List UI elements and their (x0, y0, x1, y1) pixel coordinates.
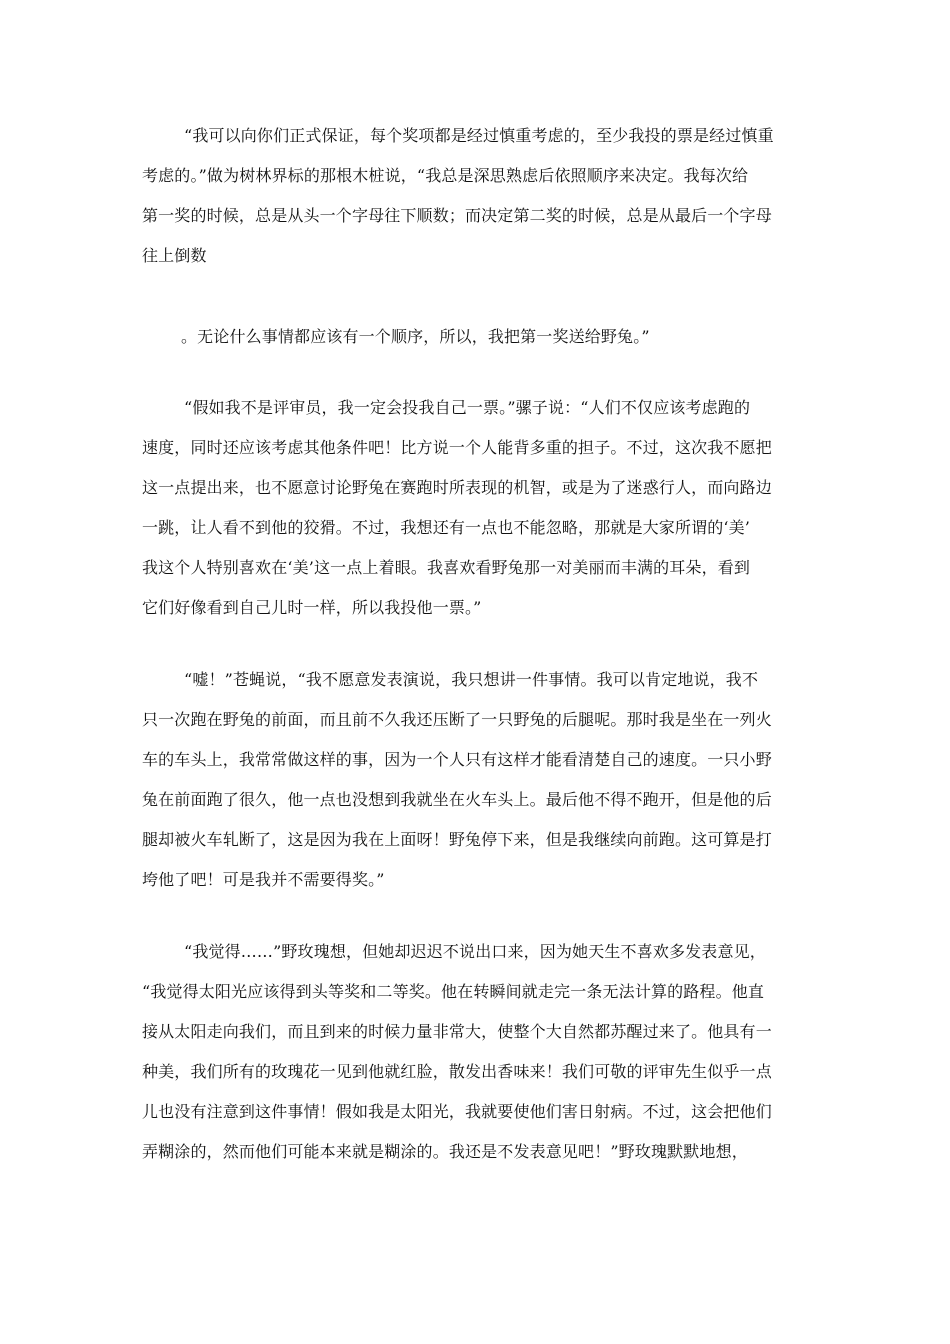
paragraph-4-line-1: “嘘！”苍蝇说，“我不愿意发表演说，我只想讲一件事情。我可以肯定地说，我不 (184, 670, 759, 689)
paragraph-3-line-3: 这一点提出来，也不愿意讨论野兔在赛跑时所表现的机智，或是为了迷惑行人，而向路边 (142, 478, 772, 497)
paragraph-3-line-6: 它们好像看到自己儿时一样，所以我投他一票。” (142, 598, 482, 617)
paragraph-5-line-1: “我觉得……”野玫瑰想，但她却迟迟不说出口来，因为她天生不喜欢多发表意见， (184, 942, 766, 961)
paragraph-4-line-6: 垮他了吧！可是我并不需要得奖。” (142, 870, 385, 889)
paragraph-5-line-2: “我觉得太阳光应该得到头等奖和二等奖。他在转瞬间就走完一条无法计算的路程。他直 (142, 982, 765, 1001)
paragraph-5-line-5: 儿也没有注意到这件事情！假如我是太阳光，我就要使他们害日射病。不过，这会把他们 (142, 1102, 772, 1121)
paragraph-1-line-1: “我可以向你们正式保证，每个奖项都是经过慎重考虑的，至少我投的票是经过慎重 (184, 126, 774, 145)
paragraph-4-line-4: 兔在前面跑了很久，他一点也没想到我就坐在火车头上。最后他不得不跑开，但是他的后 (142, 790, 772, 809)
paragraph-4-line-5: 腿却被火车轧断了，这是因为我在上面呀！野兔停下来，但是我继续向前跑。这可算是打 (142, 830, 772, 849)
paragraph-5-line-6: 弄糊涂的，然而他们可能本来就是糊涂的。我还是不发表意见吧！”野玫瑰默默地想， (142, 1142, 748, 1161)
paragraph-4-line-3: 车的车头上，我常常做这样的事，因为一个人只有这样才能看清楚自己的速度。一只小野 (142, 750, 772, 769)
paragraph-3-line-2: 速度，同时还应该考虑其他条件吧！比方说一个人能背多重的担子。不过，这次我不愿把 (142, 438, 772, 457)
paragraph-1-line-4: 往上倒数 (142, 246, 207, 265)
paragraph-5-line-4: 种美，我们所有的玫瑰花一见到他就红脸，散发出香味来！我们可敬的评审先生似乎一点 (142, 1062, 772, 1081)
paragraph-2-line-1: 。无论什么事情都应该有一个顺序，所以，我把第一奖送给野兔。” (181, 327, 650, 346)
paragraph-1-line-3: 第一奖的时候，总是从头一个字母往下顺数；而决定第二奖的时候，总是从最后一个字母 (142, 206, 772, 225)
paragraph-1-line-2: 考虑的。”做为树林界标的那根木桩说，“我总是深思熟虑后依照顺序来决定。我每次给 (142, 166, 749, 185)
paragraph-3-line-1: “假如我不是评审员，我一定会投我自己一票。”骡子说：“人们不仅应该考虑跑的 (184, 398, 751, 417)
paragraph-3-line-4: 一跳，让人看不到他的狡猾。不过，我想还有一点也不能忽略，那就是大家所谓的‘美’ (142, 518, 751, 537)
paragraph-4-line-2: 只一次跑在野兔的前面，而且前不久我还压断了一只野兔的后腿呢。那时我是坐在一列火 (142, 710, 772, 729)
paragraph-3-line-5: 我这个人特别喜欢在‘美’这一点上着眼。我喜欢看野兔那一对美丽而丰满的耳朵，看到 (142, 558, 751, 577)
paragraph-5-line-3: 接从太阳走向我们，而且到来的时候力量非常大，使整个大自然都苏醒过来了。他具有一 (142, 1022, 772, 1041)
